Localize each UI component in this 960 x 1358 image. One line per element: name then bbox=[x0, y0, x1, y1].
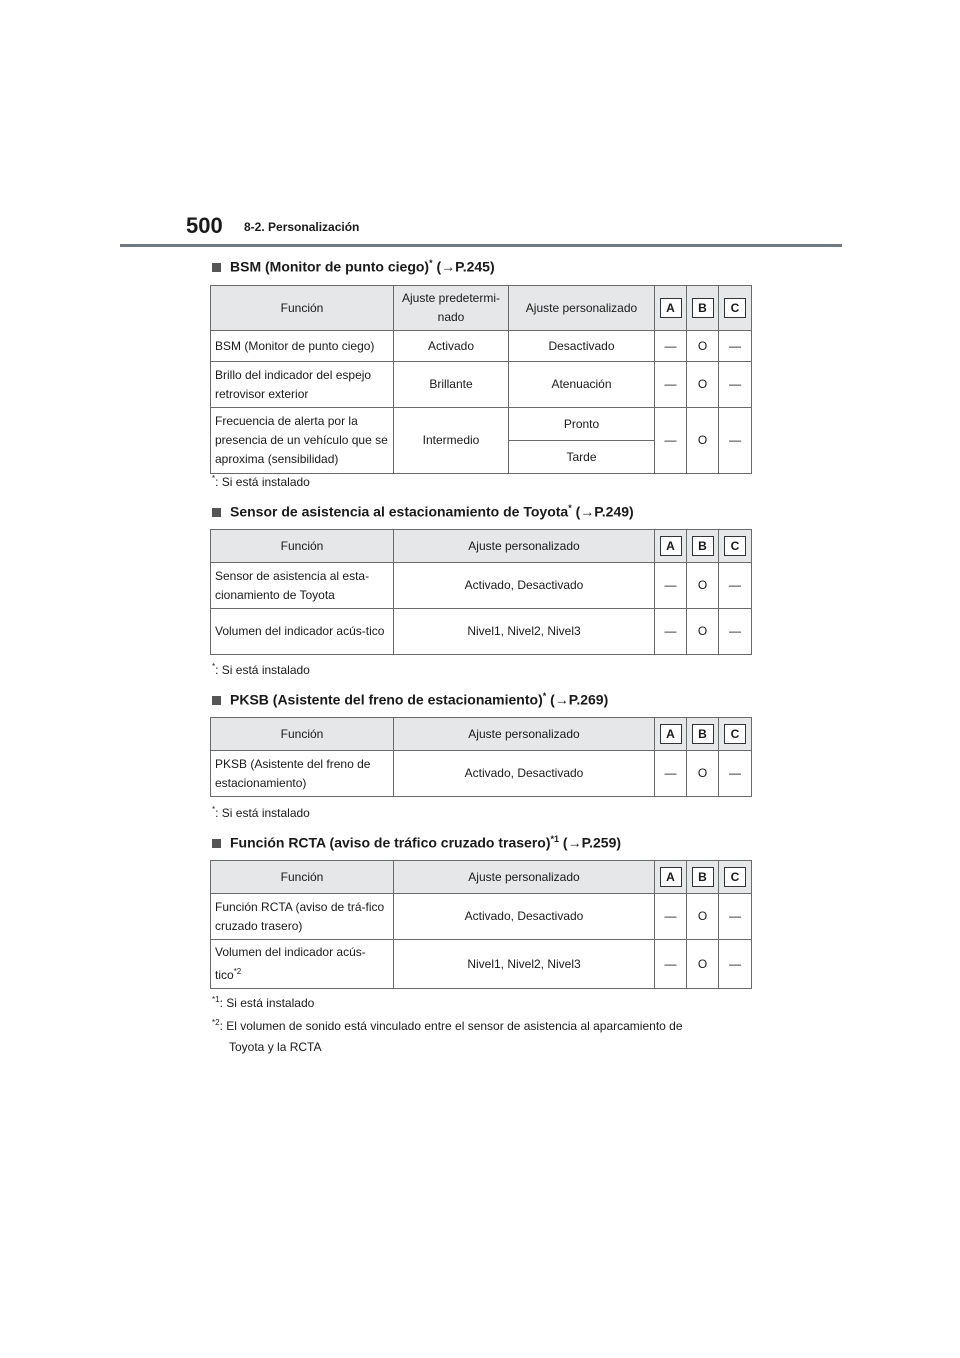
header-divider bbox=[120, 244, 842, 247]
mark-b: O bbox=[687, 408, 719, 474]
function-cell: BSM (Monitor de punto ciego) bbox=[211, 331, 394, 362]
mark-c: — bbox=[719, 894, 752, 940]
page-reference-link[interactable]: (→P.259) bbox=[562, 834, 622, 851]
custom-cell: Activado, Desactivado bbox=[394, 751, 655, 797]
mark-c: — bbox=[719, 331, 752, 362]
parking-sensor-heading-title: Sensor de asistencia al estacionamiento de Toyota bbox=[230, 503, 569, 520]
mark-c: — bbox=[719, 751, 752, 797]
table-header-row bbox=[211, 530, 752, 563]
square-bullet-icon bbox=[212, 263, 221, 272]
parking-sensor-footnote bbox=[212, 662, 310, 677]
column-letter-b: B bbox=[692, 298, 714, 318]
mark-a: — bbox=[655, 408, 687, 474]
column-header-custom: Ajuste personalizado bbox=[394, 861, 655, 894]
table-row bbox=[211, 362, 752, 408]
column-header-function: Función bbox=[211, 718, 394, 751]
page-number: 500 bbox=[186, 213, 223, 238]
square-bullet-icon bbox=[212, 696, 221, 705]
column-header-default: Ajuste predetermi-nado bbox=[394, 286, 509, 331]
rcta-heading bbox=[212, 834, 621, 851]
pksb-heading-title: PKSB (Asistente del freno de estacionamiento) bbox=[230, 691, 543, 708]
footnote-mark: * bbox=[429, 258, 433, 268]
footnote-text: : Si está instalado bbox=[215, 806, 310, 820]
section-breadcrumb: 8-2. Personalización bbox=[244, 220, 360, 234]
table-header-row bbox=[211, 718, 752, 751]
footnote-mark: * bbox=[212, 662, 216, 671]
mark-a: — bbox=[655, 331, 687, 362]
column-header-custom: Ajuste personalizado bbox=[509, 286, 655, 331]
function-cell bbox=[211, 940, 394, 989]
column-header-function: Función bbox=[211, 530, 394, 563]
table-header-row bbox=[211, 286, 752, 331]
page-reference-link[interactable]: (→P.249) bbox=[575, 503, 634, 520]
page-reference-link[interactable]: (→P.269) bbox=[550, 691, 609, 708]
square-bullet-icon bbox=[212, 839, 221, 848]
mark-a: — bbox=[655, 751, 687, 797]
rcta-footnote-1 bbox=[212, 995, 314, 1010]
default-cell: Brillante bbox=[394, 362, 509, 408]
rcta-footnote-2 bbox=[212, 1018, 683, 1033]
mark-c: — bbox=[719, 408, 752, 474]
pksb-table bbox=[210, 717, 752, 797]
table-row bbox=[211, 331, 752, 362]
custom-cell: Activado, Desactivado bbox=[394, 894, 655, 940]
function-text: Volumen del indicador acús-tico bbox=[215, 945, 366, 982]
footnote-text: : El volumen de sonido está vinculado entre el sensor de asistencia al aparcamiento de bbox=[219, 1019, 683, 1033]
mark-b: O bbox=[687, 751, 719, 797]
parking-sensor-heading bbox=[212, 503, 634, 520]
column-letter-c: C bbox=[724, 867, 746, 887]
footnote-mark: * bbox=[542, 691, 547, 701]
pksb-heading bbox=[212, 691, 608, 708]
footnote-text: : Si está instalado bbox=[215, 663, 310, 677]
column-letter-a: A bbox=[660, 298, 682, 318]
bsm-footnote bbox=[212, 474, 310, 489]
mark-b: O bbox=[687, 331, 719, 362]
custom-cell: Pronto bbox=[509, 408, 655, 441]
table-header-row bbox=[211, 861, 752, 894]
footnote-mark: * bbox=[568, 503, 572, 513]
bsm-table bbox=[210, 285, 752, 474]
column-header-function: Función bbox=[211, 861, 394, 894]
footnote-mark: * bbox=[212, 805, 216, 814]
function-cell: Sensor de asistencia al esta-cionamiento de Toyota bbox=[211, 563, 394, 609]
rcta-heading-title: Función RCTA (aviso de tráfico cruzado trasero) bbox=[230, 834, 551, 851]
rcta-table bbox=[210, 860, 752, 989]
bsm-heading-title: BSM (Monitor de punto ciego) bbox=[230, 258, 430, 275]
column-letter-b: B bbox=[692, 536, 714, 556]
function-cell: Volumen del indicador acús-tico bbox=[211, 609, 394, 655]
column-letter-b: B bbox=[692, 867, 714, 887]
custom-cell: Atenuación bbox=[509, 362, 655, 408]
custom-cell: Tarde bbox=[509, 441, 655, 474]
footnote-mark: *2 bbox=[212, 1018, 220, 1027]
column-letter-b: B bbox=[692, 724, 714, 744]
page-reference-link[interactable]: (→P.245) bbox=[436, 258, 495, 275]
column-letter-a: A bbox=[660, 867, 682, 887]
column-letter-a: A bbox=[660, 724, 682, 744]
pksb-footnote bbox=[212, 805, 310, 820]
function-cell: Brillo del indicador del espejo retrovisor exterior bbox=[211, 362, 394, 408]
table-row bbox=[211, 751, 752, 797]
column-header-function: Función bbox=[211, 286, 394, 331]
mark-b: O bbox=[687, 940, 719, 989]
mark-a: — bbox=[655, 563, 687, 609]
column-letter-a: A bbox=[660, 536, 682, 556]
footnote-mark: *1 bbox=[212, 995, 220, 1004]
table-row bbox=[211, 940, 752, 989]
mark-c: — bbox=[719, 362, 752, 408]
custom-cell: Nivel1, Nivel2, Nivel3 bbox=[394, 609, 655, 655]
parking-sensor-table bbox=[210, 529, 752, 655]
mark-b: O bbox=[687, 362, 719, 408]
mark-c: — bbox=[719, 563, 752, 609]
column-letter-c: C bbox=[724, 724, 746, 744]
column-letter-c: C bbox=[724, 536, 746, 556]
mark-c: — bbox=[719, 940, 752, 989]
footnote-mark: * bbox=[212, 474, 216, 483]
mark-a: — bbox=[655, 362, 687, 408]
rcta-footnote-2-continuation: Toyota y la RCTA bbox=[229, 1040, 322, 1054]
mark-b: O bbox=[687, 894, 719, 940]
table-row bbox=[211, 609, 752, 655]
square-bullet-icon bbox=[212, 508, 221, 517]
default-cell: Activado bbox=[394, 331, 509, 362]
mark-a: — bbox=[655, 609, 687, 655]
custom-cell: Nivel1, Nivel2, Nivel3 bbox=[394, 940, 655, 989]
column-header-custom: Ajuste personalizado bbox=[394, 530, 655, 563]
mark-c: — bbox=[719, 609, 752, 655]
default-cell: Intermedio bbox=[394, 408, 509, 474]
table-row bbox=[211, 894, 752, 940]
mark-a: — bbox=[655, 940, 687, 989]
custom-cell: Desactivado bbox=[509, 331, 655, 362]
function-cell: PKSB (Asistente del freno de estacionamiento) bbox=[211, 751, 394, 797]
custom-cell: Activado, Desactivado bbox=[394, 563, 655, 609]
footnote-mark: *1 bbox=[550, 834, 560, 844]
footnote-mark: *2 bbox=[233, 967, 242, 976]
mark-b: O bbox=[687, 563, 719, 609]
bsm-heading bbox=[212, 258, 495, 275]
footnote-text: : Si está instalado bbox=[215, 475, 310, 489]
column-header-custom: Ajuste personalizado bbox=[394, 718, 655, 751]
mark-a: — bbox=[655, 894, 687, 940]
column-letter-c: C bbox=[724, 298, 746, 318]
function-cell: Frecuencia de alerta por la presencia de un vehículo que se aproxima (sensibilidad) bbox=[211, 408, 394, 474]
function-cell: Función RCTA (aviso de trá-fico cruzado trasero) bbox=[211, 894, 394, 940]
table-row bbox=[211, 563, 752, 609]
footnote-text: : Si está instalado bbox=[219, 996, 315, 1010]
table-row bbox=[211, 408, 752, 441]
mark-b: O bbox=[687, 609, 719, 655]
